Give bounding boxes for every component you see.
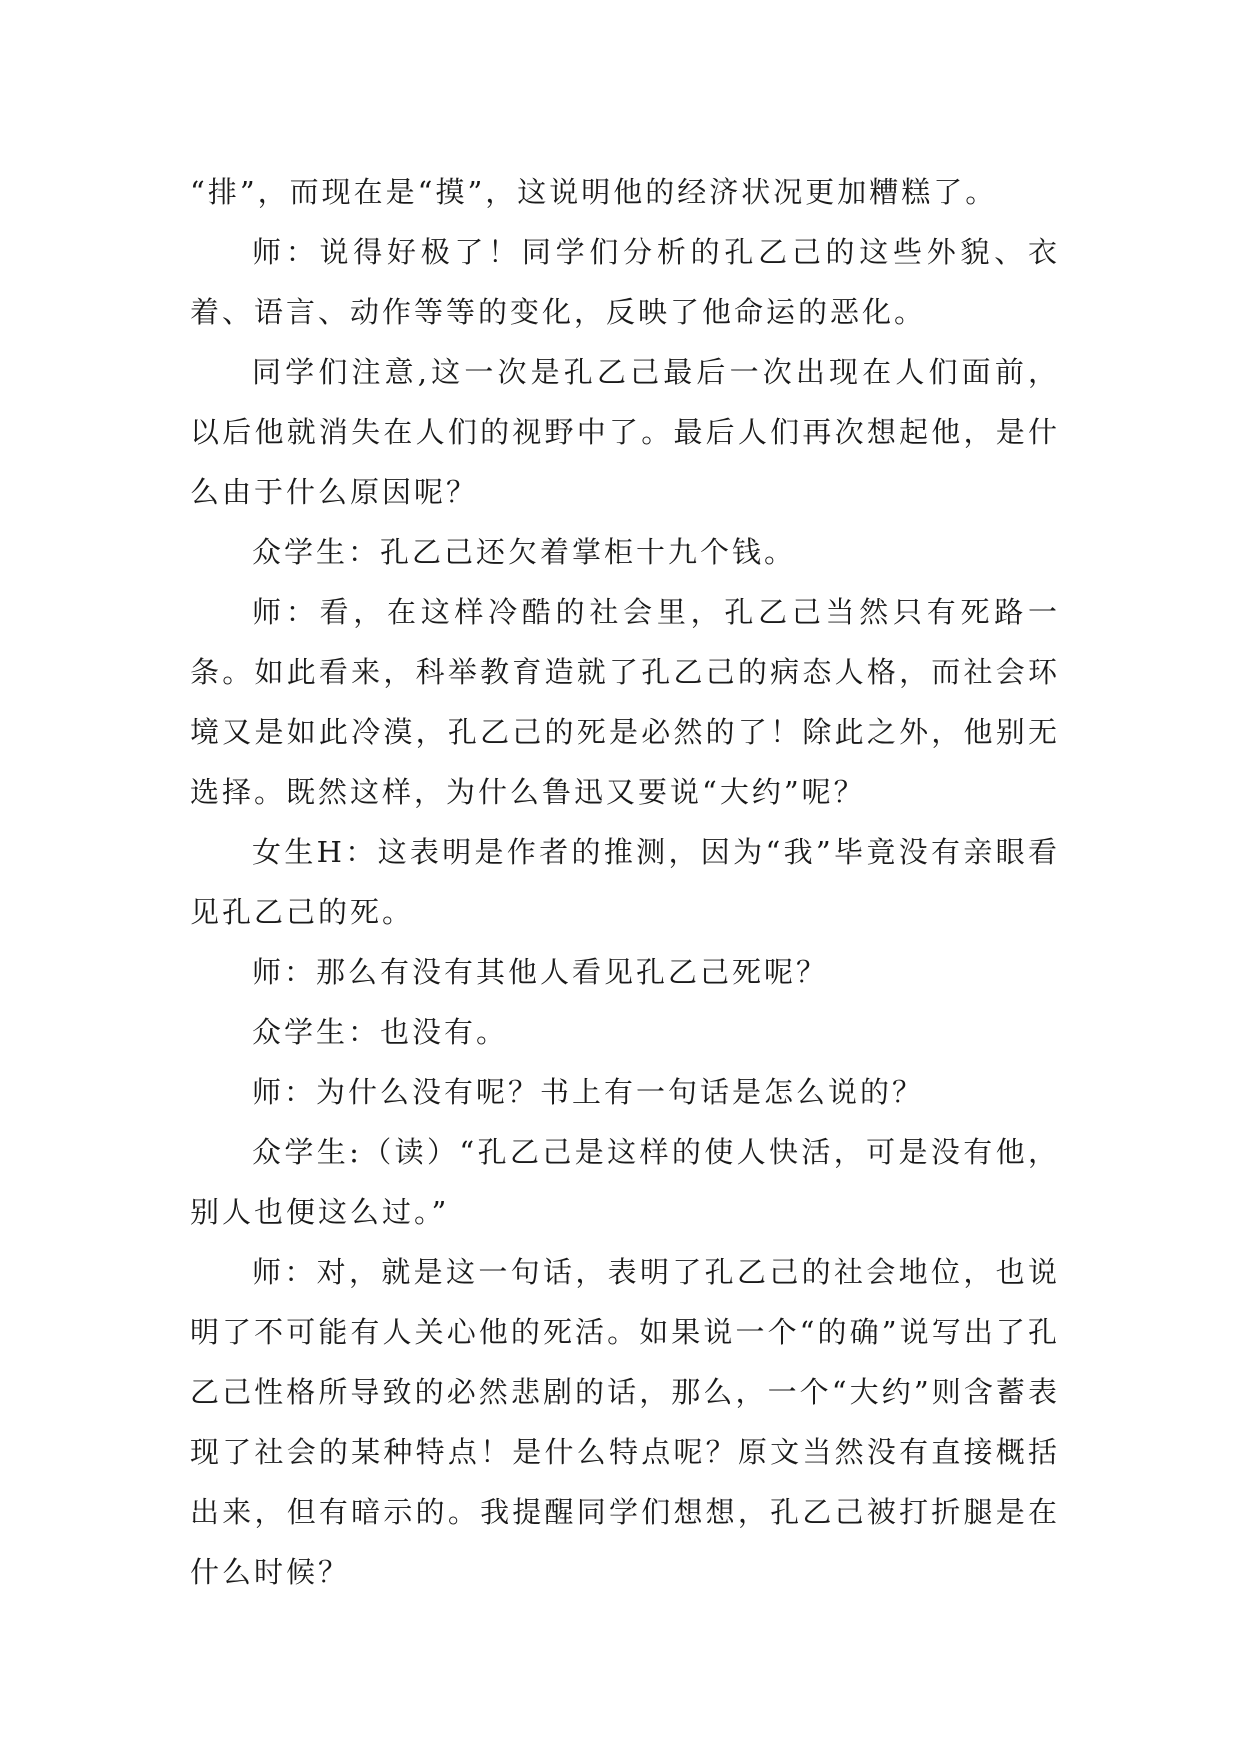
paragraph: 众学生:（读）“孔乙己是这样的使人快活，可是没有他，别人也便这么过。” [190, 1135, 1060, 1229]
paragraph: 师：对，就是这一句话，表明了孔乙己的社会地位，也说明了不可能有人关心他的死活。如果说一个“的确”说写出了孔乙己性格所导致的必然悲剧的话，那么，一个“大约”则含蓄表现了社会的某种特点！是什么特点呢？原文当然没有直接概括出来，但有暗示的。我提醒同学们想想，孔乙己被打折腿是在什么时候？ [190, 1255, 1060, 1589]
paragraph: 师：为什么没有呢？书上有一句话是怎么说的？ [252, 1075, 925, 1109]
paragraph: 众学生：也没有。 [252, 1015, 509, 1049]
paragraph: 师：看，在这样冷酷的社会里，孔乙己当然只有死路一条。如此看来，科举教育造就了孔乙己的病态人格，而社会环境又是如此冷漠，孔乙己的死是必然的了！除此之外，他别无选择。既然这样，为什么鲁迅又要说“大约”呢？ [190, 595, 1060, 809]
paragraph: 众学生：孔乙己还欠着掌柜十九个钱。 [252, 535, 797, 569]
paragraph: “排”，而现在是“摸”，这说明他的经济状况更加糟糕了。 [190, 175, 998, 209]
document-page [190, 162, 1060, 1602]
paragraph: 同学们注意,这一次是孔乙己最后一次出现在人们面前，以后他就消失在人们的视野中了。最后人们再次想起他，是什么由于什么原因呢？ [190, 355, 1060, 509]
paragraph: 师：说得好极了！同学们分析的孔乙己的这些外貌、衣着、语言、动作等等的变化，反映了他命运的恶化。 [190, 235, 1060, 329]
paragraph: 师：那么有没有其他人看见孔乙己死呢？ [252, 955, 829, 989]
paragraph: 女生H：这表明是作者的推测，因为“我”毕竟没有亲眼看见孔乙己的死。 [190, 835, 1060, 929]
